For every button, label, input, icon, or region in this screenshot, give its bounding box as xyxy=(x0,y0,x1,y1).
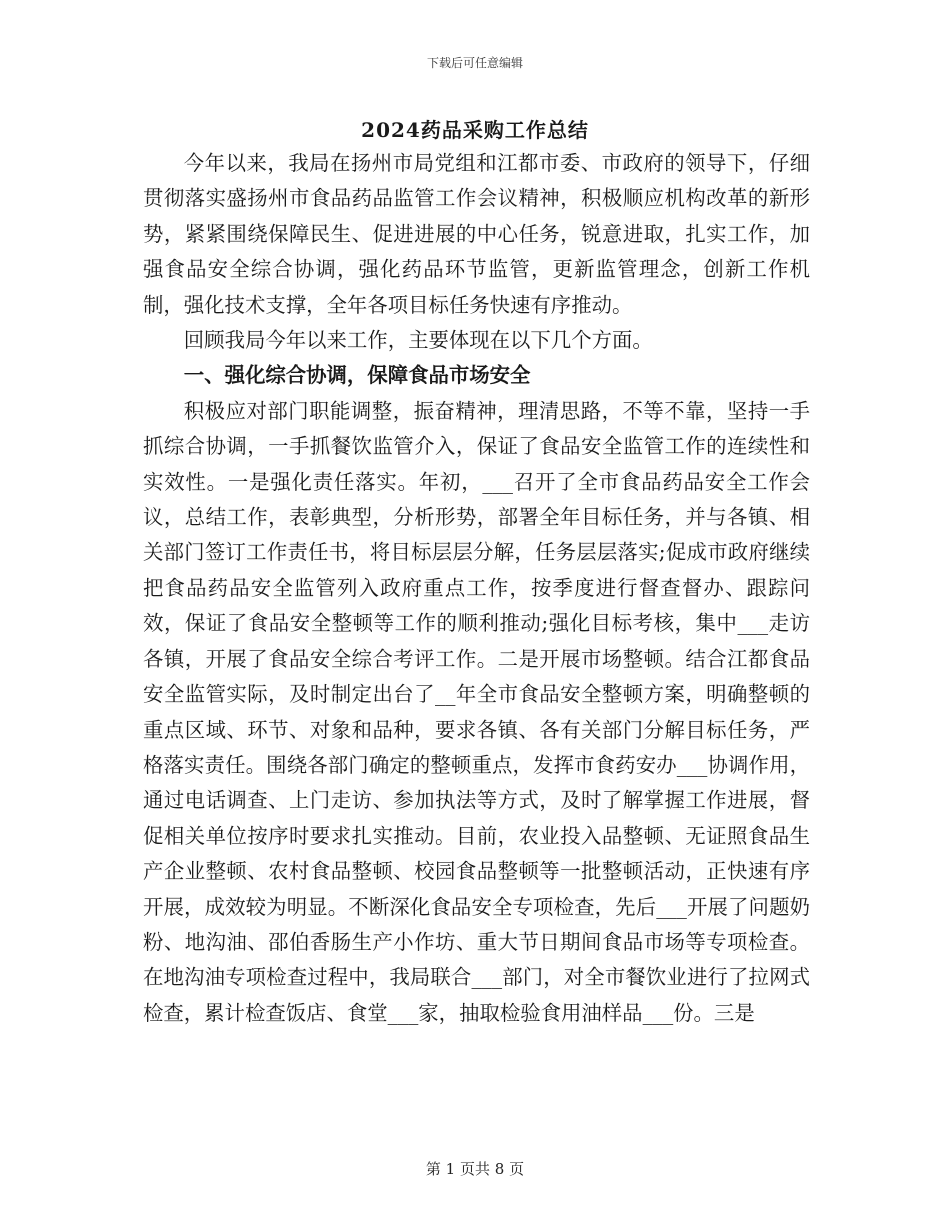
document-body xyxy=(143,146,810,1031)
section-heading: 一、强化综合协调，保障食品市场安全 xyxy=(183,363,531,388)
page-number: 第 1 页共 8 页 xyxy=(425,1160,525,1178)
header-note: 下载后可任意编辑 xyxy=(426,56,523,70)
body-paragraph: 今年以来，我局在扬州市局党组和江都市委、市政府的领导下，仔细贯彻落实盛扬州市食品药品监管工作会议精神，积极顺应机构改革的新形势，紧紧围绕保障民生、促进进展的中心任务，锐意进取，扎实工作，加强食品安全综合协调，强化药品环节监管，更新监管理念，创新工作机制，强化技术支撑，全年各项目标任务快速有序推动。 xyxy=(143,151,810,317)
body-paragraph: 积极应对部门职能调整，振奋精神，理清思路，不等不靠，坚持一手抓综合协调，一手抓餐饮监管介入，保证了食品安全监管工作的连续性和实效性。一是强化责任落实。年初，___召开了全市食品药品安全工作会议，总结工作，表彰典型，分析形势，部署全年目标任务，并与各镇、相关部门签订工作责任书，将目标层层分解，任务层层落实;促成市政府继续把食品药品安全监管列入政府重点工作，按季度进行督查督办、跟踪问效，保证了食品安全整顿等工作的顺利推动;强化目标考核，集中___走访各镇，开展了食品安全综合考评工作。二是开展市场整顿。结合江都食品安全监管实际，及时制定出台了__年全市食品安全整顿方案，明确整顿的重点区域、环节、对象和品种，要求各镇、各有关部门分解目标任务，严格落实责任。围绕各部门确定的整顿重点，发挥市食药安办___协调作用，通过电话调查、上门走访、参加执法等方式，及时了解掌握工作进展，督促相关单位按序时要求扎实推动。目前，农业投入品整顿、无证照食品生产企业整顿、农村食品整顿、校园食品整顿等一批整顿活动，正快速有序开展，成效较为明显。不断深化食品安全专项检查，先后___开展了问题奶粉、地沟油、邵伯香肠生产小作坊、重大节日期间食品市场等专项检查。在地沟油专项检查过程中，我局联合___部门，对全市餐饮业进行了拉网式检查，累计检查饭店、食堂___家，抽取检验食用油样品___份。三是 xyxy=(143,398,810,1025)
body-paragraph: 回顾我局今年以来工作，主要体现在以下几个方面。 xyxy=(183,328,653,353)
document-title: 2024药品采购工作总结 xyxy=(361,118,589,142)
